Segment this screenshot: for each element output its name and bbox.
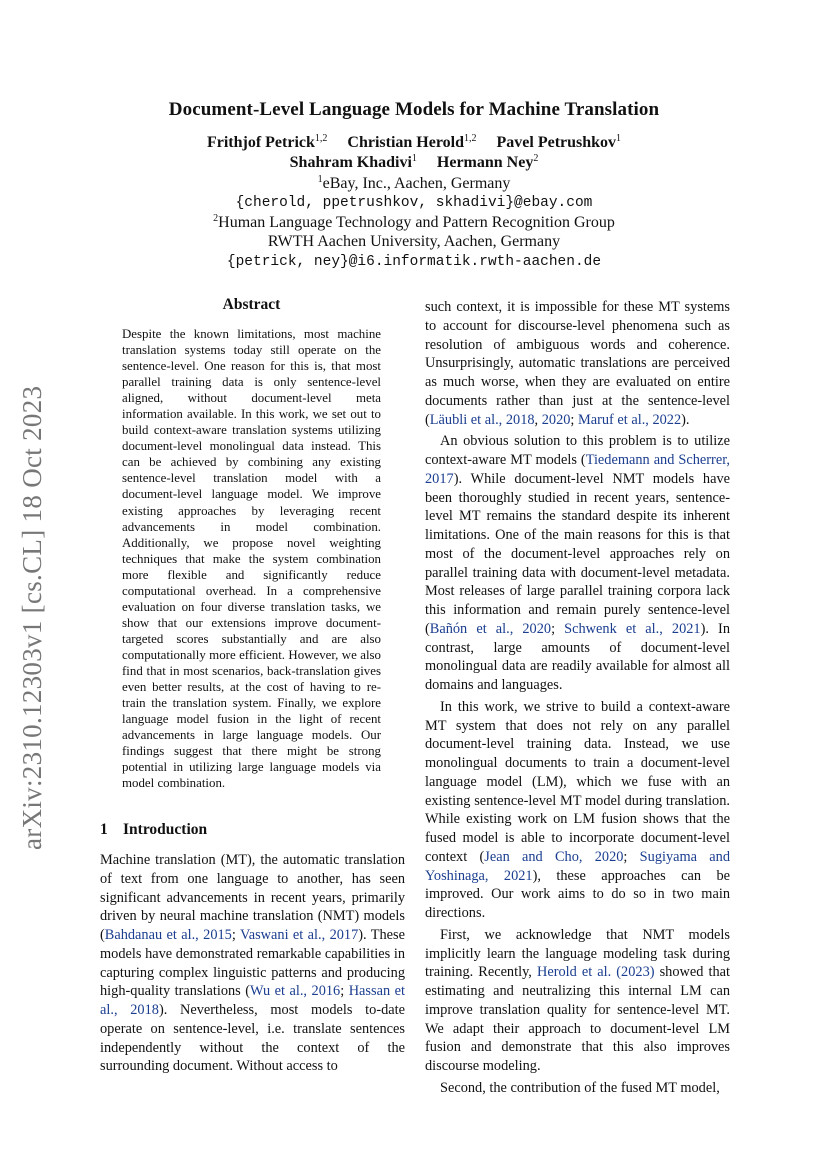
citation-link[interactable]: Bañón et al., 2020 bbox=[429, 620, 552, 637]
citation-link[interactable]: Sugiyama and Yoshinaga, 2021 bbox=[425, 848, 731, 884]
author-name: Shahram Khadivi bbox=[289, 154, 412, 171]
author-affiliation-mark: 1,2 bbox=[314, 133, 328, 144]
intro-left-column bbox=[100, 851, 405, 1079]
author-affiliation-mark: 2 bbox=[533, 153, 539, 164]
citation-link[interactable]: Herold et al. (2023) bbox=[536, 964, 655, 981]
affiliation-2 bbox=[0, 213, 828, 232]
citation-link[interactable]: Vaswani et al., 2017 bbox=[239, 927, 359, 943]
author-name: Christian Herold bbox=[347, 134, 464, 151]
affiliation-1 bbox=[0, 174, 828, 193]
author-name: Pavel Petrushkov bbox=[496, 134, 617, 151]
citation-link[interactable]: Maruf et al., 2022 bbox=[577, 411, 682, 428]
paragraph: Machine translation (MT), the automatic translation of text from one language to another, has seen significant advancements in recent years, primarily driven by neural machine translation (NMT) models (Bahdanau et al., 2015; Vaswani et al., 2017). These models have demonstrated remarkable capabilities in capturing complex linguistic patterns and producing high-quality translations (Wu et al., 2016; Hassan et al., 2018). Nevertheless, most models to-date operate on sentence-level, i.e. translate sentences independently without the context of the surrounding document. Without access to bbox=[100, 852, 405, 1075]
affiliation-name: Human Language Technology and Pattern Recognition Group bbox=[218, 214, 615, 231]
author-name: Frithjof Petrick bbox=[206, 134, 315, 151]
intro-right-column bbox=[425, 298, 730, 1101]
citation-link[interactable]: Tiedemann and Scherrer, 2017 bbox=[425, 452, 730, 487]
affiliation-2-org: RWTH Aachen University, Aachen, Germany bbox=[267, 233, 561, 250]
author-affiliation-mark: 1 bbox=[616, 133, 622, 144]
paragraph: First, we acknowledge that NMT models implicitly learn the language modeling task during training. Recently, Herold et al. (2023) showed that estimating and neutralizing this internal LM can improve translation quality for sentence-level MT. We adapt their approach to document-level LM fusion and demonstrate that this also improves discourse modeling. bbox=[425, 926, 730, 1074]
author-affiliation-mark: 1 bbox=[411, 153, 417, 164]
section-heading-introduction bbox=[100, 821, 207, 839]
authors-line-2 bbox=[0, 153, 828, 172]
paper-title: Document-Level Language Models for Machine Translation bbox=[168, 99, 660, 120]
paragraph-continued: such context, it is impossible for these MT systems to account for discourse-level phenomena such as resolution of ambiguous words and coherence. Unsurprisingly, automatic translations are perceived as much worse, when they are evaluated on entire documents rather than just at the sentence-level (Läubli et al., 2018, 2020; Maruf et al., 2022). bbox=[425, 299, 730, 428]
affiliation-name: eBay, Inc., Aachen, Germany bbox=[322, 175, 511, 192]
author-name: Hermann Ney bbox=[436, 154, 534, 171]
citation-link[interactable]: 2020 bbox=[541, 411, 571, 428]
citation-link[interactable]: Hassan et al., 2018 bbox=[100, 983, 405, 1018]
section-number: 1 bbox=[100, 821, 108, 838]
section-title: Introduction bbox=[123, 821, 208, 838]
affiliation-1-email: {cherold, ppetrushkov, skhadivi}@ebay.com bbox=[235, 195, 593, 211]
affiliation-2-email: {petrick, ney}@i6.informatik.rwth-aachen.de bbox=[226, 254, 602, 270]
authors-line-1 bbox=[0, 133, 828, 152]
citation-link[interactable]: Schwenk et al., 2021 bbox=[564, 620, 701, 637]
citation-link[interactable]: Läubli et al., 2018 bbox=[429, 411, 535, 428]
abstract-text: Despite the known limitations, most machine translation systems today still operate on the sentence-level. One reason for this is, that most parallel training data is only sentence-level aligned, without document-level meta information available. In this work, we set out to build context-aware translation systems utilizing document-level monolingual data instead. This can be achieved by combining any existing sentence-level translation model with a document-level language model. We improve existing approaches by leveraging recent advancements in model combination. Additionally, we propose novel weighting techniques that make the system combination more flexible and significantly reduce computational overhead. In a comprehensive evaluation on four diverse translation tasks, we show that our extensions improve document-targeted scores substantially and are also computationally more efficient. However, we also find that in most scenarios, back-translation gives even better results, at the cost of having to re-train the translation system. Finally, we explore language model fusion in the light of recent advancements in large language models. Our findings suggest that there might be strong potential in utilizing large language models via model combination. bbox=[122, 327, 381, 791]
citation-link[interactable]: Wu et al., 2016 bbox=[250, 983, 341, 1000]
paragraph: In this work, we strive to build a context-aware MT system that does not rely on any parallel document-level training data. Instead, we use monolingual documents to train a document-level language model (LM), which we fuse with an existing sentence-level MT model during translation. While existing work on LM fusion shows that the fused model is able to incorporate document-level context (Jean and Cho, 2020; Sugiyama and Yoshinaga, 2021), these approaches can be improved. Our work aims to do so in two main directions. bbox=[425, 698, 731, 921]
citation-link[interactable]: Jean and Cho, 2020 bbox=[484, 848, 624, 865]
affiliation-mark: 2 bbox=[213, 213, 219, 224]
paragraph: Second, the contribution of the fused MT model, bbox=[440, 1079, 720, 1096]
arxiv-identifier-watermark: arXiv:2310.12303v1 [cs.CL] 18 Oct 2023 bbox=[17, 385, 47, 850]
affiliation-mark: 1 bbox=[317, 174, 323, 185]
citation-link[interactable]: Bahdanau et al., 2015 bbox=[104, 927, 232, 943]
paragraph: An obvious solution to this problem is to utilize context-aware MT models (Tiedemann and Scherrer, 2017). While document-level NMT models have been thoroughly studied in recent years, sentence-level MT remains the standard despite its inherent limitations. One of the main reasons for this is that most of the document-level approaches rely on parallel training data with document-level metadata. Most releases of large parallel training corpora lack this information and remain purely sentence-level (Bañón et al., 2020; Schwenk et al., 2021). In contrast, large amounts of document-level monolingual data are readily available for almost all domains and languages. bbox=[425, 433, 730, 693]
author-affiliation-mark: 1,2 bbox=[464, 133, 477, 144]
abstract-heading: Abstract bbox=[222, 296, 281, 313]
